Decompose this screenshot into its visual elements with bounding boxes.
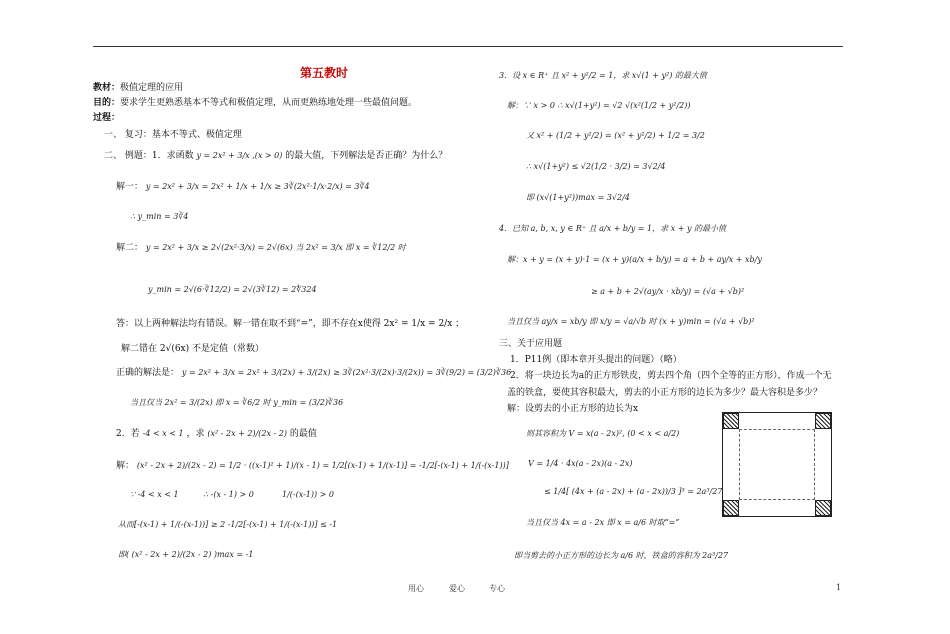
fold-line-right (814, 429, 815, 500)
app-item2-line2: 盖的铁盒，要使其容积最大，剪去的小正方形的边长为多少？最大容积是多少？ (507, 388, 823, 398)
app-item1: 1．P11例（即本章开头提出的问题）（略） (510, 355, 682, 365)
fold-line-bottom (739, 499, 815, 500)
page-title: 第五教时 (300, 66, 349, 80)
example2-condition: -4 < x < 1 (142, 429, 184, 438)
mudi-line (93, 99, 417, 108)
example1-line (104, 152, 447, 161)
example2-suffix: 的最值 (289, 429, 317, 439)
volume-line1: 则其容积为 V = x(a - 2x)², (0 < x < a/2) (526, 429, 680, 438)
example1-prefix: 二、 例题：1．求函数 (104, 151, 194, 161)
example2-solution-label: 解： (116, 461, 135, 471)
jiaocai-label: 教材： (93, 83, 121, 93)
example1-suffix: 的最大值，下列解法是否正确？为什么？ (285, 151, 448, 161)
q4-statement: 4．已知 a, b, x, y ∈ R⁺ 且 a/x + b/y = 1，求 x + y 的最小值 (499, 224, 727, 233)
corner-cut-top-left (723, 413, 739, 429)
tin-sheet-figure (722, 412, 832, 517)
q4-solution-line1: 解：x + y = (x + y)·1 = (x + y)(a/x + b/y) = a + b + ay/x + xb/y (507, 255, 762, 264)
example2-step1: (x² - 2x + 2)/(2x - 2) = 1/2 · ((x-1)² + 1)/(x - 1) = 1/2[(x-1) + 1/(x-1)] = -1/2[-(x-1) + 1/(-(x-1))] (136, 461, 509, 470)
answer-line1: 答：以上两种解法均有错误。解一错在取不到“=”，即不存在x使得 2x² = 1/x = 2/x ； (116, 319, 465, 329)
solution2-label: 解二： (116, 243, 144, 253)
answer-line2: 解二错在 2√(6x) 不是定值（常数） (121, 344, 265, 354)
q3-solution-line3: ∴ x√(1+y²) ≤ √2(1/2 · 3/2) = 3√2/4 (526, 162, 666, 171)
corner-cut-bottom-left (723, 500, 739, 516)
example2-solution-line1 (116, 462, 509, 471)
guocheng-label: 过程： (93, 113, 121, 123)
volume-condition: 当且仅当 4x = a - 2x 即 x = a/6 时取“=” (526, 518, 680, 527)
footer-text-1: 用心 (408, 584, 424, 593)
volume-line2: V = 1/4 · 4x(a - 2x)(a - 2x) (528, 459, 633, 468)
example2-prefix: 2．若 (116, 429, 140, 439)
example2-expression: (x² - 2x + 2)/(2x - 2) (207, 429, 288, 438)
app-item2-line3: 解：设剪去的小正方形的边长为x (507, 404, 639, 414)
solution1-label: 解一： (116, 182, 144, 192)
solution1-result: ∴ y_min = 3∛4 (130, 212, 189, 221)
solution1-math: y = 2x² + 3/x = 2x² + 1/x + 1/x ≥ 3∛(2x²·1/x·2/x) = 3∛4 (145, 182, 370, 191)
jiaocai-line (93, 84, 183, 93)
page-number: 1 (836, 583, 842, 592)
header-rule (93, 46, 843, 47)
footer-text-2: 爱心 (449, 584, 465, 593)
example2-mid: ，求 (186, 429, 205, 439)
correct-solution-math: y = 2x² + 3/x = 2x² + 3/(2x) + 3/(2x) ≥ 3∛(2x²·3/(2x)·3/(2x)) = 3∛(9/2) = (3/2)∛36 (181, 368, 512, 377)
volume-answer: 即当剪去的小正方形的边长为 a/6 时，铁盒的容积为 2a³/27 (514, 551, 729, 560)
mudi-text: 要求学生更熟悉基本不等式和极值定理，从而更熟练地处理一些最值问题。 (120, 98, 418, 108)
jiaocai-text: 极值定理的应用 (120, 83, 184, 93)
q4-solution-line2: ≥ a + b + 2√(ay/x · xb/y) = (√a + √b)² (591, 287, 745, 296)
solution2-result: y_min = 2√(6·∛12/2) = 2√(3∛12) = 2∜324 (148, 285, 317, 294)
example2-step2c: 1/(-(x-1)) > 0 (282, 490, 335, 499)
q3-solution-line2: 又 x² + (1/2 + y²/2) = (x² + y²/2) + 1/2 = 3/2 (526, 131, 705, 140)
example2-step2a: ∵ -4 < x < 1 (130, 490, 179, 499)
solution2-line (116, 244, 406, 253)
q4-solution-line3: 当且仅当 ay/x = xb/y 即 x/y = √a/√b 时 (x + y)min = (√a + √b)² (507, 317, 755, 326)
correct-solution-line (116, 369, 511, 378)
correct-solution-condition: 当且仅当 2x² = 3/(2x) 即 x = ∛6/2 时 y_min = (3/2)∛36 (130, 398, 344, 407)
app-item2-line1: 2．将一块边长为a的正方形铁皮，剪去四个角（四个全等的正方形），作成一个无 (510, 371, 832, 381)
volume-line3: ≤ 1/4[ (4x + (a - 2x) + (a - 2x))/3 ]³ = 2a³/27 (544, 487, 723, 496)
solution1-line (116, 183, 370, 192)
q3-statement: 3．设 x ∈ R⁺ 且 x² + y²/2 = 1，求 x√(1 + y²) 的最大值 (499, 71, 707, 80)
q3-solution-line1: 解：∵ x > 0 ∴ x√(1+y²) = √2 √(x²(1/2 + y²/2)) (507, 101, 691, 110)
q3-solution-line4: 即 (x√(1+y²))max = 3√2/4 (526, 193, 630, 202)
example2-line (116, 430, 317, 439)
mudi-label: 目的： (93, 98, 121, 108)
section-review: 一、 复习：基本不等式、极值定理 (104, 130, 242, 140)
solution2-math: y = 2x² + 3/x ≥ 2√(2x²·3/x) = 2√(6x) 当 2x² = 3/x 即 x = ∛12/2 时 (145, 243, 406, 252)
example1-function: y = 2x² + 3/x ,(x > 0) (196, 151, 283, 160)
example2-step2b: ∴ -(x - 1) > 0 (203, 490, 254, 499)
example2-step3: 从而[-(x-1) + 1/(-(x-1))] ≥ 2 -1/2[-(x-1) + 1/(-(x-1))] ≤ -1 (118, 520, 338, 529)
fold-line-top (739, 429, 815, 430)
fold-line-left (739, 429, 740, 500)
section-applications: 三、关于应用题 (499, 339, 563, 349)
corner-cut-bottom-right (815, 500, 831, 516)
footer-text-3: 专心 (489, 584, 505, 593)
example2-step4: 即( (x² - 2x + 2)/(2x - 2) )max = -1 (118, 550, 254, 559)
correct-solution-label: 正确的解法是： (116, 368, 180, 378)
corner-cut-top-right (815, 413, 831, 429)
